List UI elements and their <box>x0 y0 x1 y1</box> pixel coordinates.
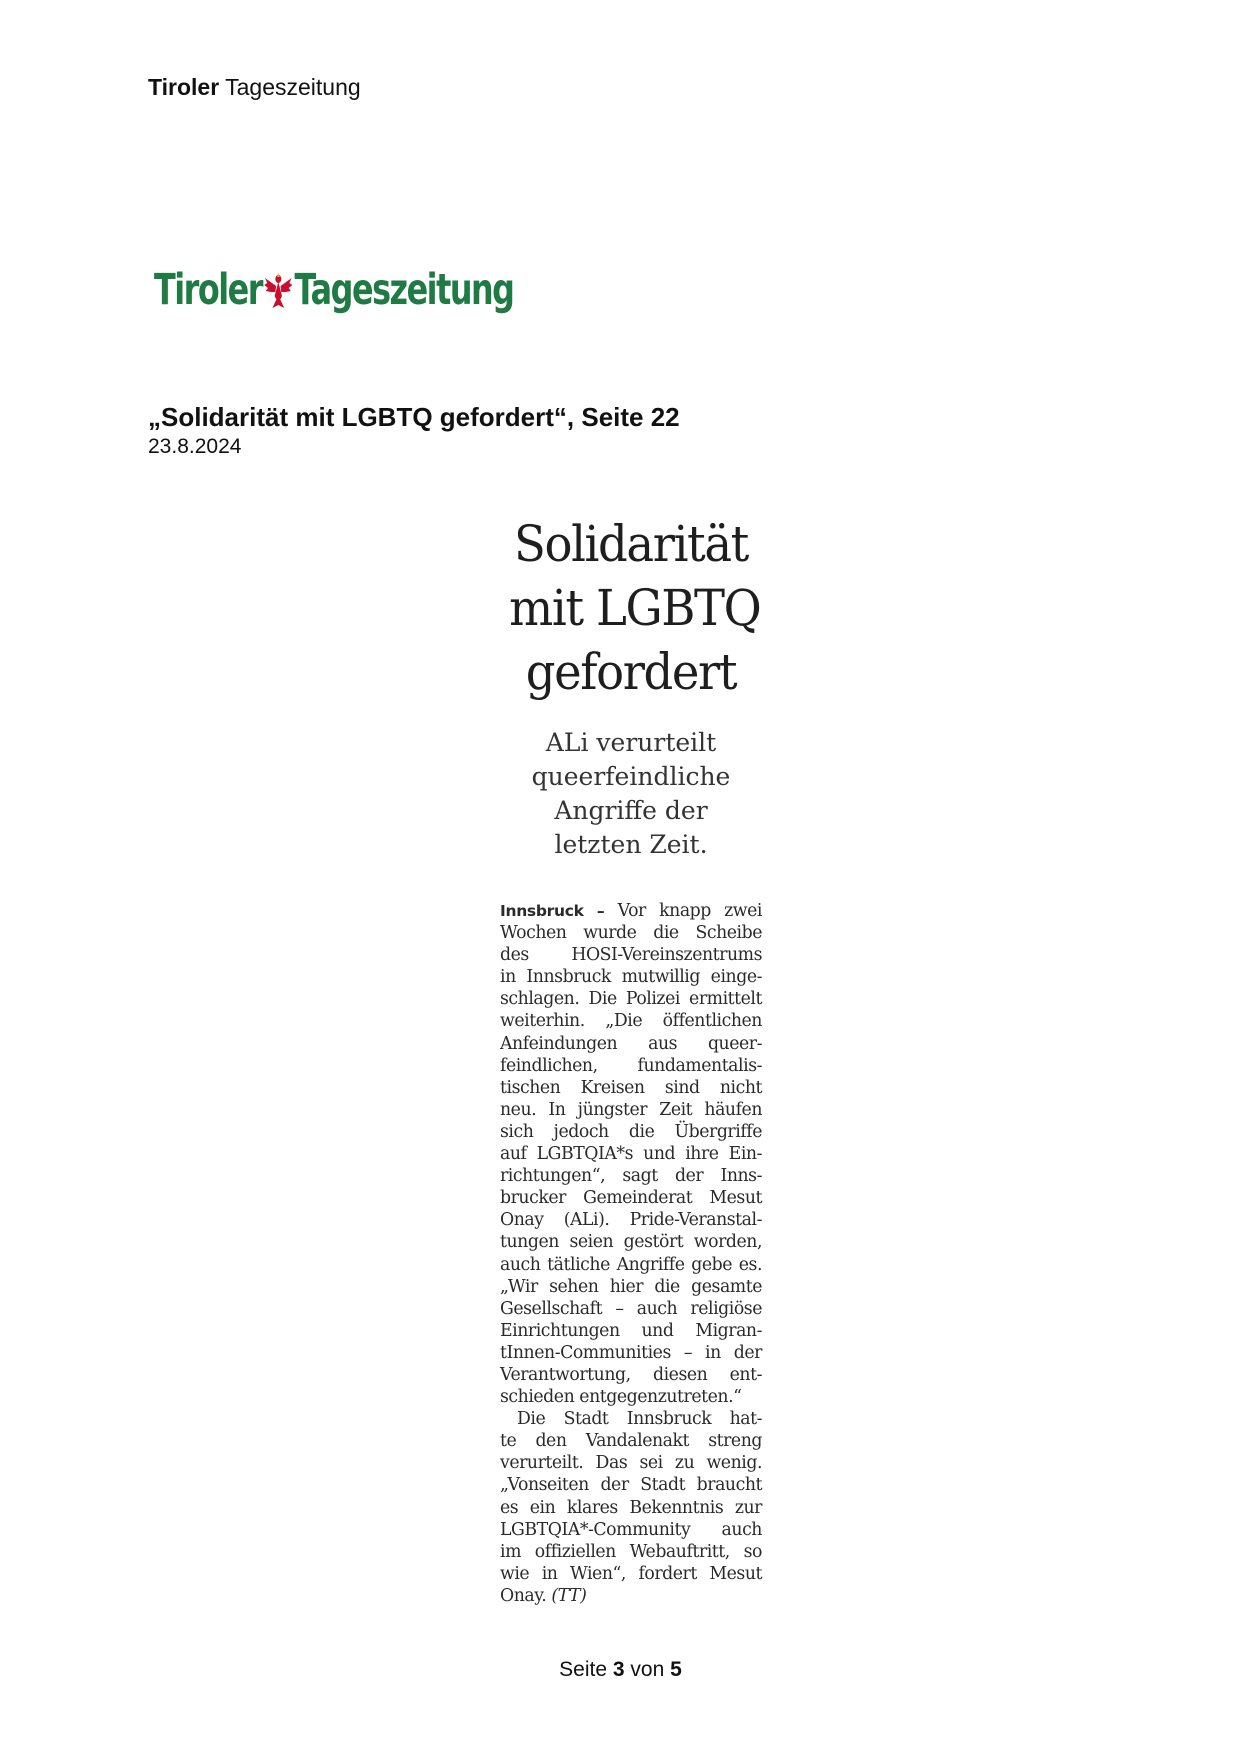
footer-total-pages: 5 <box>670 1658 682 1681</box>
body-line: es ein klares Bekenntnis zur <box>500 1497 762 1518</box>
tyrolean-eagle-icon <box>263 270 293 310</box>
footer-current-page: 3 <box>612 1658 625 1681</box>
headline-line: Solidarität <box>514 515 748 573</box>
article-title: „Solidarität mit LGBTQ gefordert“, Seite 22 <box>148 402 680 432</box>
page-footer <box>0 1656 1241 1684</box>
body-line: in Innsbruck mutwillig einge- <box>500 967 762 988</box>
body-line: Anfeindungen aus queer- <box>500 1033 762 1054</box>
headline-line: mit LGBTQ <box>509 579 761 637</box>
body-line: neu. In jüngster Zeit häufen <box>500 1099 762 1120</box>
logo-text-left: Tiroler <box>154 265 262 315</box>
body-line: des HOSI-Vereinszentrums <box>500 945 762 966</box>
clipping-headline <box>509 512 761 704</box>
subtitle-line: letzten Zeit. <box>554 830 708 859</box>
clipping-body <box>500 900 762 1607</box>
body-line: schieden entgegenzutreten.“ <box>500 1387 742 1408</box>
body-line: LGBTQIA*-Community auch <box>500 1519 762 1540</box>
byline: (TT) <box>551 1585 587 1606</box>
body-line: Die Stadt Innsbruck hat- <box>517 1409 762 1430</box>
body-line: Onay (ALi). Pride-Veranstal- <box>500 1210 762 1231</box>
body-line: tungen seien gestört worden, <box>500 1232 762 1253</box>
body-line: brucker Gemeinderat Mesut <box>500 1188 762 1209</box>
article-date: 23.8.2024 <box>148 435 242 458</box>
body-line: tischen Kreisen sind nicht <box>500 1077 762 1098</box>
body-line: Gesellschaft – auch religiöse <box>500 1298 762 1319</box>
footer-von-label: von <box>630 1658 665 1681</box>
body-line: „Vonseiten der Stadt braucht <box>500 1475 762 1496</box>
body-line: te den Vandalenakt streng <box>500 1431 762 1452</box>
paragraph-2 <box>500 1408 762 1585</box>
body-line: Verantwortung, diesen ent- <box>500 1364 762 1385</box>
body-line: feindlichen, fundamentalis- <box>500 1055 762 1076</box>
body-line: Einrichtungen und Migran- <box>500 1320 762 1341</box>
clipping-subtitle <box>500 726 762 862</box>
body-line: „Wir sehen hier die gesamte <box>500 1276 762 1297</box>
body-line: sich jedoch die Übergriffe <box>500 1121 762 1142</box>
article-clipping <box>500 512 762 1607</box>
subtitle-line: queerfeindliche <box>531 762 731 791</box>
body-line: schlagen. Die Polizei ermittelt <box>500 989 762 1010</box>
body-line: Innsbruck – Vor knapp zwei <box>500 901 762 921</box>
headline-line: gefordert <box>525 643 737 701</box>
body-line: auch tätliche Angriffe gebe es. <box>500 1254 762 1275</box>
body-line: richtungen“, sagt der Inns- <box>500 1166 762 1187</box>
publication-name-bold: Tiroler <box>148 74 220 100</box>
newspaper-logo <box>154 262 513 318</box>
body-line: weiterhin. „Die öffentlichen <box>500 1011 762 1032</box>
body-line: verurteilt. Das sei zu wenig. <box>500 1453 762 1474</box>
publication-name-rest: Tageszeitung <box>225 74 361 100</box>
body-line: auf LGBTQIA*s und ihre Ein- <box>500 1144 762 1165</box>
dateline: Innsbruck – <box>500 902 605 920</box>
body-line: Onay. (TT) <box>500 1585 587 1606</box>
logo-text-right: Tageszeitung <box>294 265 514 315</box>
body-line: im offiziellen Webauftritt, so <box>500 1541 762 1562</box>
body-line: Wochen wurde die Scheibe <box>500 923 762 944</box>
publication-header <box>148 72 361 102</box>
footer-seite-label: Seite <box>559 1658 608 1681</box>
paragraph-1 <box>500 922 762 1408</box>
subtitle-line: ALi verurteilt <box>545 728 717 757</box>
subtitle-line: Angriffe der <box>554 796 708 825</box>
body-line: tInnen-Communities – in der <box>500 1342 762 1363</box>
body-line: wie in Wien“, fordert Mesut <box>500 1563 762 1584</box>
